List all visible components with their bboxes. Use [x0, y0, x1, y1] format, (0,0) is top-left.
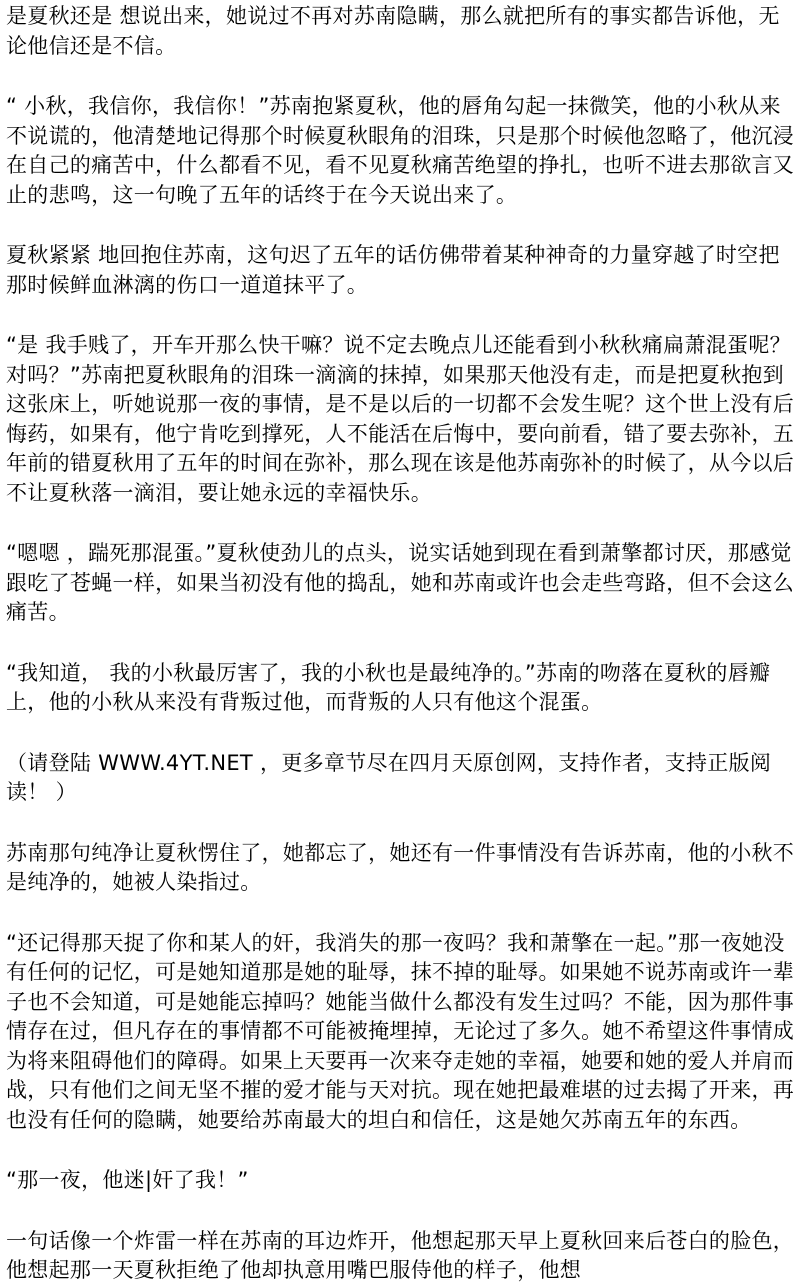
site-notice-paragraph: （请登陆 WWW.4YT.NET ，更多章节尽在四月天原创网，支持作者，支持正版阅读！ ）	[6, 750, 772, 804]
paragraph: “ 小秋，我信你，我信你！”苏南抱紧夏秋，他的唇角勾起一抹微笑，他的小秋从来不说谎的，他清楚地记得那个时候夏秋眼角的泪珠，只是那个时候他忽略了，他沉浸在自己的痛苦中，什么都看不见，看不见夏秋痛苦绝望的挣扎，也听不进去那欲言又止的悲鸣，这一句晚了五年的话终于在今天说出来了。	[6, 94, 795, 207]
paragraph: 苏南那句纯净让夏秋愣住了，她都忘了，她还有一件事情没有告诉苏南，他的小秋不是纯净的，她被人染指过。	[6, 840, 795, 894]
paragraph: “是 我手贱了，开车开那么快干嘛？说不定去晚点儿还能看到小秋秋痛扁萧混蛋呢？对吗？”苏南把夏秋眼角的泪珠一滴滴的抹掉，如果那天他没有走，而是把夏秋抱到这张床上，听她说那一夜的事情，是不是以后的一切都不会发生呢？这个世上没有后悔药，如果有，他宁肯吃到撑死，人不能活在后悔中，要向前看，错了要去弥补，五年前的错夏秋用了五年的时间在弥补，那么现在该是他苏南弥补的时候了，从今以后不让夏秋落一滴泪，要让她永远的幸福快乐。	[6, 333, 795, 505]
paragraph: “还记得那天捉了你和某人的奸，我消失的那一夜吗？我和萧擎在一起。”那一夜她没有任何的记忆，可是她知道那是她的耻辱，抹不掉的耻辱。如果她不说苏南或许一辈子也不会知道，可是她能忘掉吗？她能当做什么都没有发生过吗？不能，因为那件事情存在过，但凡存在的事情都不可能被掩埋掉，无论过了多久。她不希望这件事情成为将来阻碍他们的障碍。如果上天要再一次来夺走她的幸福，她要和她的爱人并肩而战，只有他们之间无坚不摧的爱才能与天对抗。现在她把最难堪的过去揭了开来，再也没有任何的隐瞒，她要给苏南最大的坦白和信任，这是她欠苏南五年的东西。	[6, 930, 795, 1132]
paragraph: 夏秋紧紧 地回抱住苏南，这句迟了五年的话仿佛带着某种神奇的力量穿越了时空把那时候鲜血淋漓的伤口一道道抹平了。	[6, 243, 780, 297]
paragraph: “那一夜，他迷|奸了我！”	[6, 1168, 249, 1192]
paragraph: “我知道， 我的小秋最厉害了，我的小秋也是最纯净的。”苏南的吻落在夏秋的唇瓣上，他的小秋从来没有背叛过他，而背叛的人只有他这个混蛋。	[6, 660, 771, 714]
paragraph: 一句话像一个炸雷一样在苏南的耳边炸开，他想起那天早上夏秋回来后苍白的脸色，他想起那一天夏秋拒绝了他却执意用嘴巴服侍他的样子，他想	[6, 1228, 795, 1282]
paragraph: 是夏秋还是 想说出来，她说过不再对苏南隐瞒，那么就把所有的事实都告诉他，无论他信还是不信。	[6, 4, 780, 58]
article-body	[6, 2, 796, 1286]
paragraph: “嗯嗯 ，踹死那混蛋。”夏秋使劲儿的点头，说实话她到现在看到萧擎都讨厌，那感觉跟吃了苍蝇一样，如果当初没有他的捣乱，她和苏南或许也会走些弯路，但不会这么痛苦。	[6, 541, 795, 624]
